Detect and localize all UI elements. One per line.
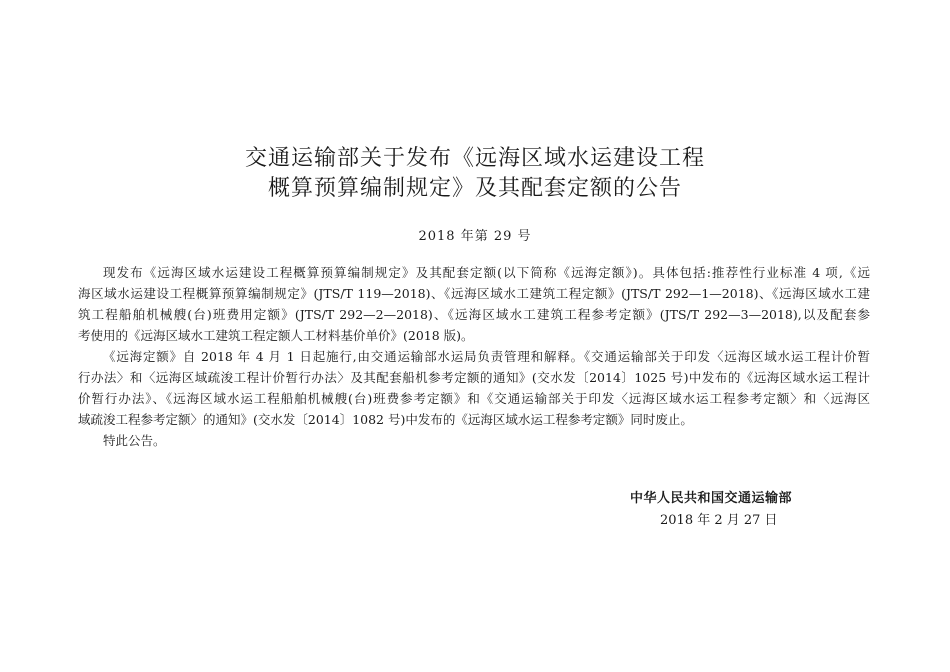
paragraph-2-line-3: 价暂行办法》、《远海区域水运工程船舶机械艘(台)班费参考定额》和《交通运输部关于印发〈远海区域水运工程参考定额〉和〈远海区 [78, 391, 870, 406]
paragraph-2-line-1: 《远海定额》自 2018 年 4 月 1 日起施行,由交通运输部水运局负责管理和解释。《交通运输部关于印发〈远海区域水运工程计价暂 [103, 349, 870, 364]
paragraph-1-line-2: 海区域水运建设工程概算预算编制规定》(JTS/T 119—2018)、《远海区域水工建筑工程定额》(JTS/T 292—1—2018)、《远海区域水工建 [78, 286, 870, 301]
paragraph-1-line-1: 现发布《远海区域水运建设工程概算预算编制规定》及其配套定额(以下简称《远海定额》)。具体包括:推荐性行业标准 4 项,《远 [103, 265, 870, 280]
document-title-line-2: 概算预算编制规定》及其配套定额的公告 [267, 176, 682, 201]
paragraph-2 [78, 346, 870, 430]
issue-date: 2018 年 2 月 27 日 [660, 513, 778, 528]
paragraph-2-line-4: 域疏浚工程参考定额〉的通知》(交水发〔2014〕1082 号)中发布的《远海区域水运工程参考定额》同时废止。 [78, 412, 693, 427]
paragraph-3-line-1: 特此公告。 [103, 433, 166, 448]
issuing-authority: 中华人民共和国交通运输部 [630, 491, 793, 506]
document-title-line-1: 交通运输部关于发布《远海区域水运建设工程 [244, 146, 705, 171]
paragraph-1 [78, 262, 870, 346]
document-number: 2018 年第 29 号 [418, 229, 532, 244]
paragraph-1-line-4: 考使用的《远海区域水工建筑工程定额人工材料基价单价》(2018 版)。 [78, 328, 474, 343]
paragraph-2-line-2: 行办法〉和〈远海区域疏浚工程计价暂行办法〉及其配套船机参考定额的通知》(交水发〔2014〕1025 号)中发布的《远海区域水运工程计 [78, 370, 870, 385]
paragraph-1-line-3: 筑工程船舶机械艘(台)班费用定额》(JTS/T 292—2—2018)、《远海区域水工建筑工程参考定额》(JTS/T 292—3—2018),以及配套参 [78, 307, 870, 322]
paragraph-3 [78, 430, 870, 451]
